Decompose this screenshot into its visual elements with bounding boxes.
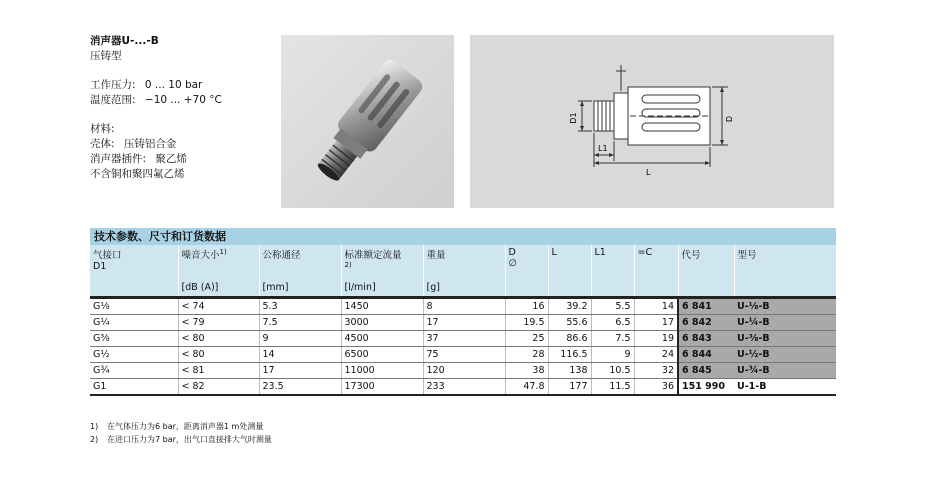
- part-type: U-1-B: [734, 379, 836, 396]
- header-noise-unit: [dB (A)]: [178, 277, 259, 298]
- dimension-drawing: [470, 35, 834, 208]
- footnote: 2) 在进口压力为7 bar，出气口直接排大气时测量: [90, 435, 272, 444]
- header-port: 气接口 D1: [90, 245, 178, 277]
- materials-label: 材料:: [90, 123, 115, 135]
- product-photo: [281, 35, 454, 208]
- order-data-table: [90, 245, 836, 396]
- header-noise: 噪音大小$^{1)}$: [178, 245, 259, 277]
- part-code: 151 990: [678, 379, 734, 396]
- header-l: L: [548, 245, 591, 277]
- d-label: D: [725, 115, 734, 123]
- product-info: [90, 34, 222, 182]
- temperature-value: −10 ... +70 °C: [144, 94, 222, 106]
- l-label: L: [646, 168, 651, 177]
- header-l1: L1: [591, 245, 634, 277]
- header-flow-unit: [l/min]: [341, 277, 423, 298]
- part-code: 6 845: [678, 363, 734, 379]
- part-code: 6 843: [678, 331, 734, 347]
- part-code: 6 844: [678, 347, 734, 363]
- silencer-dimension-diagram: [470, 35, 834, 208]
- header-weight: 重量: [423, 245, 505, 277]
- d1-label: D1: [569, 112, 578, 124]
- technical-data-table: [90, 228, 836, 396]
- header-code: 代号: [678, 245, 734, 277]
- footnotes: [90, 420, 272, 446]
- pressure-value: 0 ... 10 bar: [144, 79, 203, 91]
- temperature-label: 温度范围:: [90, 94, 136, 106]
- product-title: 消声器U-...-B: [90, 35, 159, 47]
- housing-row: [90, 137, 222, 152]
- insert-label: 消声器插件:: [90, 153, 147, 165]
- table-row: G¼ < 79 7.5 3000 17 19.5 55.6 6.5 17 6 842 U-¼-B: [90, 315, 836, 331]
- material-note: 不含铜和聚四氟乙烯: [90, 168, 185, 180]
- part-type: U-⅜-B: [734, 331, 836, 347]
- pressure-label: 工作压力:: [90, 79, 136, 91]
- insert-row: [90, 152, 222, 167]
- header-bore-unit: [mm]: [259, 277, 341, 298]
- table-row: G½ < 80 14 6500 75 28 116.5 9 24 6 844 U-½-B: [90, 347, 836, 363]
- table-row: G⅜ < 80 9 4500 37 25 86.6 7.5 19 6 843 U-⅜-B: [90, 331, 836, 347]
- housing-value: 压铸铝合金: [123, 138, 177, 150]
- header-bore: 公称通径: [259, 245, 341, 277]
- header-flow: 标准额定流量 $^{2)}$: [341, 245, 423, 277]
- footnote: 1) 在气体压力为6 bar，距离消声器1 m处测量: [90, 422, 264, 431]
- header-weight-unit: [g]: [423, 277, 505, 298]
- part-code: 6 841: [678, 298, 734, 315]
- table-title: 技术参数、尺寸和订货数据: [90, 228, 836, 245]
- part-type: U-⅛-B: [734, 298, 836, 315]
- housing-label: 壳体:: [90, 138, 115, 150]
- part-type: U-½-B: [734, 347, 836, 363]
- pressure-row: [90, 78, 222, 93]
- table-row: G1 < 82 23.5 17300 233 47.8 177 11.5 36 151 990 U-1-B: [90, 379, 836, 396]
- table-row: G¾ < 81 17 11000 120 38 138 10.5 32 6 845 U-¾-B: [90, 363, 836, 379]
- part-type: U-¾-B: [734, 363, 836, 379]
- part-code: 6 842: [678, 315, 734, 331]
- header-d: D ∅: [505, 245, 548, 277]
- l1-label: L1: [598, 144, 608, 153]
- header-type: 型号: [734, 245, 836, 277]
- part-type: U-¼-B: [734, 315, 836, 331]
- table-row: G⅛ < 74 5.3 1450 8 16 39.2 5.5 14 6 841 U-⅛-B: [90, 298, 836, 315]
- silencer-photo-image: [281, 35, 454, 208]
- temperature-row: [90, 93, 222, 108]
- insert-value: 聚乙烯: [155, 153, 187, 165]
- product-subtitle: 压铸型: [90, 50, 122, 62]
- header-wrench-icon: =C: [634, 245, 678, 277]
